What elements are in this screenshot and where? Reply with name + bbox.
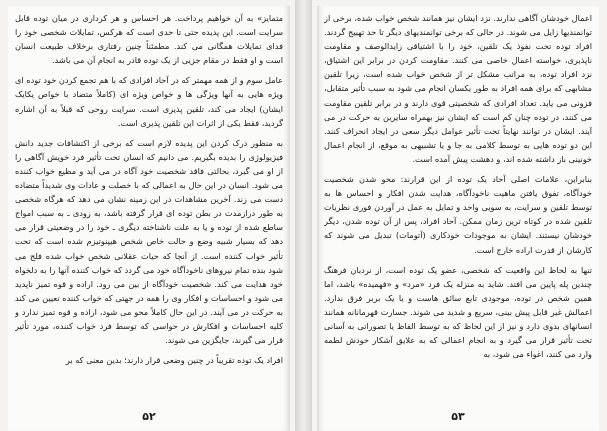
- paragraph: اعمال خودشان آگاهی ندارند. نزد ایشان نیز همانند شخص خواب شده، برخی از توانمندیها زایل می شوند. در حالی که برخی توانمندیهای دیگر تا حد تهییج گردند. افراد توده تحت نفوذ یک تلقین، خود را با اشتیاقی زایدالوصف و مقاومت ناپذیری، خواسته اعمال خاصی می کنند. مقاومت کردن در برابر این اشتیاق، نزد افراد توده، به مراتب مشکل تر از شخص خواب شده است، زیرا تلقین مشابهی که برای همه افراد به طور یکسان انجام می شود به سبب تأثیر متقابل، فزونی می یابد. تعداد افرادی که شخصیتی قوی دارند و در برابر تلقین مقاومت می کنند، در توده چنان کم است که ایشان نیز بهمراه سایرین به حرکت در می آیند. ایشان در توانند نهایتاً تحت تأثیر عوامل دیگر سعی در ایجاد انحراف کنند. این دو توده هایی به توسط کلامی به جا و یا تشبیهی به موقع، از انجام اعمال خونینی باز داشته شده اند، و دهشت پیش آمده است.: [324, 13, 592, 164]
- right-page: [317, 6, 599, 431]
- left-page-text: [15, 11, 283, 395]
- left-page: [8, 6, 290, 431]
- paragraph: عامل سوم و از همه مهمتر که در آحاد افرادی که با هم تجمع کردن خود توده ای ویژه هایی به آنها ویژگی ها و خواص ویژه ای (کاملاً متضاد با خواص یکایک ایشان) ایجاد می کند، تلقین پذیری است. سرایت روحی که قبلاً به آن اشاره گردید، فقط یکی از اثرات این تلقین پذیری است.: [15, 75, 283, 128]
- paragraph: تنها به لحاظ این واقعیت که شخصی، عضو یک توده است، از نردبان فرهنگ چندین پله پایین می افتد. شاید به منزله یک فرد «مرد» و «فهمیده» باشد، اما همین شخص در توده، موجودی تابع سائق هاست و یا یک بربر فرق ندارد. اعمالش غیر قابل پیش بینی، سریع و شدید می شوند. جسارت قهرمانانه همانند انسانهای بدوی دارد و نیز از این لحاظ که به توسط الفاظ یا تصوراتی به آسانی تحت تأثیر قرار می گیرد و به انجام اعمالی که به علایق آشکار خودش لطمه وارد می کنند، اغواء می شود، به: [324, 264, 592, 360]
- paragraph: متمایز» به آن خواهیم پرداخت. هر احساس و هر کرداری در میان توده قابل سرایت است. این پدیده حتی تا حدی است که هرکس، تمایلات شخصی خود را فدای تمایلات همگانی می کند. مطمئناً چنین رفتاری برخلاف طبیعت انسان است و او فقط در مقام جزیی از یک توده قادر به انجام آن می باشد.: [15, 13, 283, 66]
- book-gutter: [295, 0, 312, 431]
- page-number-right: ۵۳: [451, 410, 465, 423]
- page-number-left: ۵۲: [142, 410, 156, 423]
- paragraph: افراد یک توده تقریباً در چنین وضعی قرار دارند؛ بدین معنی که بر: [65, 355, 283, 366]
- paragraph: به منظور درک کردن این پدیده لازم است که برخی از اکتشافات جدید دانش فیزیولوژی را بدیده بگیریم. می دانیم که انسان تحت تأثیر فرد خویش آگاهی را از او می گیرد، بحالتی فاقد شخصیت خود آگاه در می آید و مطیع خواب کننده می شود. انسان در این حال به اعمالی که با خصلت و عادات وی شدیداً متضاده دست می زند. آخرین مشاهدات در این زمینه نشان می دهد که هرگاه شخصی به طور درازمدت در بطن توده ای قرار گرفته باشد، به زودی ـ به سبب امواج ساطع شده از توده و یا به علت ناشناخته دیگری ـ خود را در وضعیتی قرار می دهد که بسیار شبیه وضع و حالت خاص شخص هیپنوتیزم شده است که تحت تأثیر خواب کننده است. از آنجا که حیات عقلانی شخص خواب شده فلج می شود بنده تمام نیروهای ناخودآگاه خود می گردد که خواب کننده آنها را به دلخواه خود هدایت می کند. شخصیت خودآگاه از بین می رود. اراده و قوه تمیز ناپدید می شود و احساسات و افکار وی را همه در جهتی که خواب کننده تعیین می کند به حرکت در می آیند. در این حال کاملاً محو می شود، اراده و قوه تمیز ندارد و کلیه احساسات و افکارش در حواسی که توسط فرد خواب کننده، مورد تأثیر قرار می گیرند، جایگزین می شوند.: [15, 137, 283, 346]
- right-page-text: [324, 11, 592, 395]
- paragraph: بنابراین، علامات اصلی آحاد یک توده از این قرارند: محو شدن شخصیت خودآگاه، تفوق یافتن ماهیت ناخودآگاه، هدایت شدن افکار و احساس ها به توسط تلقین و سرایت، به سویی واحد و تمایل به عمل در آوردن فوری نظریات تلقین شده در کوتاه ترین زمان ممکن. آحاد افراد، پس از آن توده شدن، دیگر خودشان نیستند. ایشان به موجودات خودکاری (آتومات) تبدیل می شوند که کارشان از قدرت اراده خارج است.: [324, 174, 592, 255]
